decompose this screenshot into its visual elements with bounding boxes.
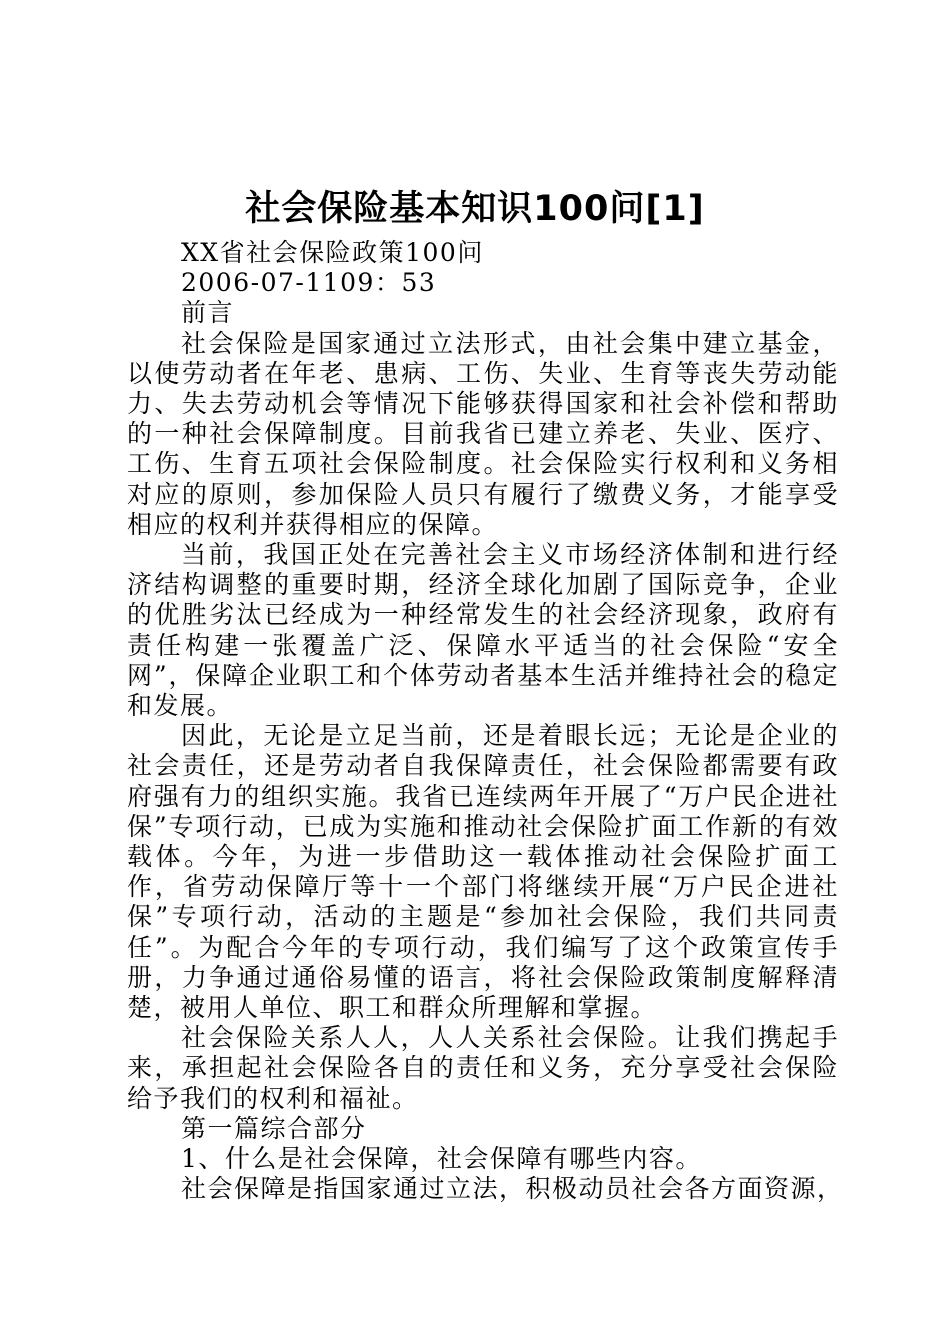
section-heading: 第一篇综合部分 [181,1113,367,1143]
preface-heading: 前言 [181,298,235,328]
question-heading: 1、什么是社会保障，社会保障有哪些内容。 [181,1144,702,1174]
paragraph: 社会保险是国家通过立法形式，由社会集中建立基金，以使劳动者在年老、患病、工伤、失业、生育等丧失劳动能力、失去劳动机会等情况下能够获得国家和社会补偿和帮助的一种社会保障制度。目前我省已建立养老、失业、医疗、工伤、生育五项社会保险制度。社会保险实行权利和义务相对应的原则，参加保险人员只有履行了缴费义务，才能享受相应的权利并获得相应的保障。 [127,328,839,539]
document-datetime: 2006-07-1109：53 [181,268,437,298]
paragraph: 当前，我国正处在完善社会主义市场经济体制和进行经济结构调整的重要时期，经济全球化加剧了国际竞争，企业的优胜劣汰已经成为一种经常发生的社会经济现象，政府有责任构建一张覆盖广泛、保障水平适当的社会保险“安全网”，保障企业职工和个体劳动者基本生活并维持社会的稳定和发展。 [127,540,839,721]
document-subtitle: XX省社会保险政策100问 [181,238,484,267]
document-body [127,238,844,1205]
paragraph: 社会保险关系人人，人人关系社会保险。让我们携起手来，承担起社会保险各自的责任和义务，充分享受社会保险给予我们的权利和福祉。 [127,1023,839,1113]
paragraph: 因此，无论是立足当前，还是着眼长远；无论是企业的社会责任，还是劳动者自我保障责任，社会保险都需要有政府强有力的组织实施。我省已连续两年开展了“万户民企进社保”专项行动，已成为实施和推动社会保险扩面工作新的有效载体。今年，为进一步借助这一载体推动社会保险扩面工作，省劳动保障厅等十一个部门将继续开展“万户民企进社保”专项行动，活动的主题是“参加社会保险，我们共同责任”。为配合今年的专项行动，我们编写了这个政策宣传手册，力争通过通俗易懂的语言，将社会保险政策制度解释清楚，被用人单位、职工和群众所理解和掌握。 [127,721,839,1023]
document-title: 社会保险基本知识100问[1] [245,189,705,229]
answer-paragraph: 社会保障是指国家通过立法，积极动员社会各方面资源， [181,1174,844,1204]
